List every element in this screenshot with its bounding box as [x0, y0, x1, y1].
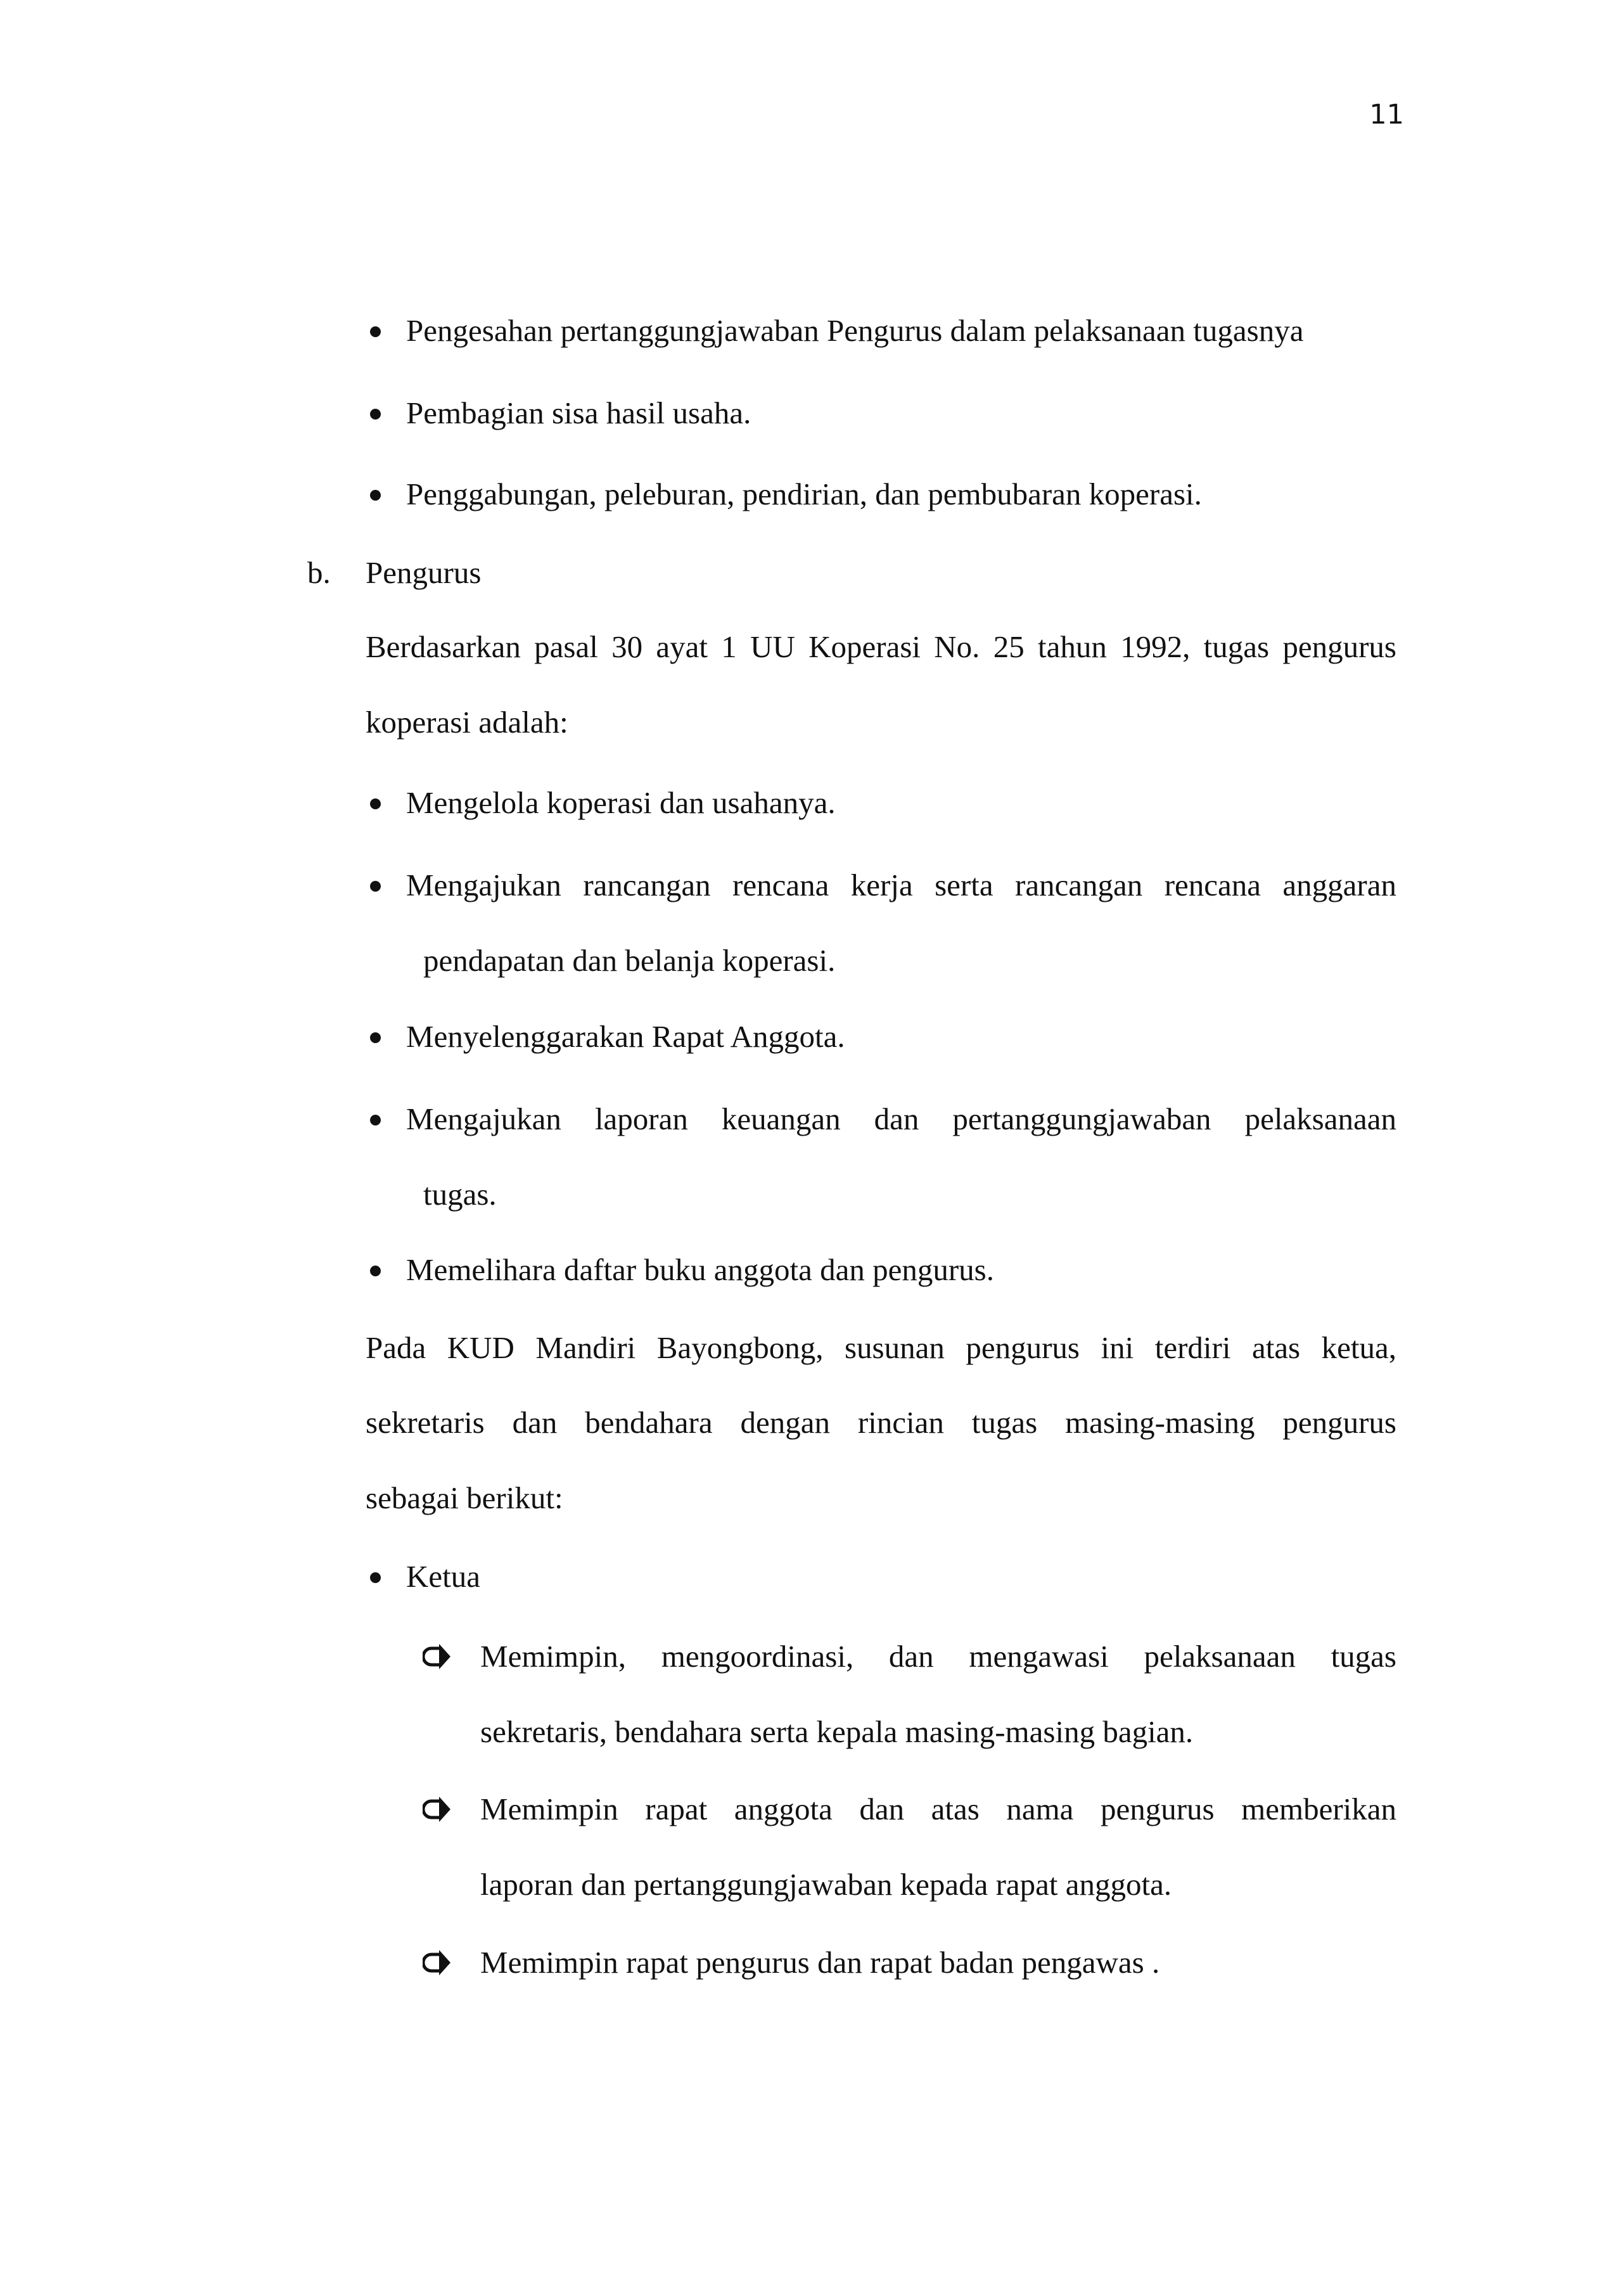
arrow-right-icon [423, 1795, 452, 1824]
bullet-icon [370, 881, 381, 892]
task-item: Memelihara daftar buku anggota dan pengurus. [406, 1252, 994, 1287]
ketua-task-continuation: sekretaris, bendahara serta kepala masing-masing bagian. [480, 1714, 1194, 1749]
arrow-right-icon [423, 1642, 452, 1671]
paragraph-line: sebagai berikut: [366, 1480, 563, 1515]
bullet-icon [370, 1266, 381, 1276]
intro-line: Berdasarkan pasal 30 ayat 1 UU Koperasi No. 25 tahun 1992, tugas pengurus [366, 629, 1396, 664]
ketua-task: Memimpin, mengoordinasi, dan mengawasi pelaksanaan tugas [480, 1639, 1396, 1674]
bullet-icon [370, 409, 381, 420]
bullet-icon [370, 1572, 381, 1583]
task-item: Menyelenggarakan Rapat Anggota. [406, 1019, 845, 1054]
task-item: Mengajukan rancangan rencana kerja serta rancangan rencana anggaran [406, 868, 1396, 902]
top-list-item: Pembagian sisa hasil usaha. [406, 395, 751, 430]
paragraph-line: Pada KUD Mandiri Bayongbong, susunan pengurus ini terdiri atas ketua, [366, 1330, 1396, 1365]
section-marker: b. [307, 555, 331, 590]
bullet-icon [370, 1115, 381, 1126]
section-heading: Pengurus [366, 555, 482, 590]
bullet-icon [370, 798, 381, 809]
bullet-icon [370, 326, 381, 337]
task-item-continuation: pendapatan dan belanja koperasi. [423, 943, 836, 978]
page-number: 11 [1369, 99, 1404, 131]
task-item: Mengajukan laporan keuangan dan pertanggungjawaban pelaksanaan [406, 1101, 1396, 1136]
top-list-item: Penggabungan, peleburan, pendirian, dan pembubaran koperasi. [406, 477, 1202, 511]
intro-line: koperasi adalah: [366, 705, 568, 740]
ketua-task-continuation: laporan dan pertanggungjawaban kepada rapat anggota. [480, 1867, 1172, 1902]
bullet-icon [370, 1032, 381, 1043]
task-item-continuation: tugas. [423, 1177, 497, 1212]
arrow-right-icon [423, 1948, 452, 1977]
ketua-label: Ketua [406, 1559, 480, 1594]
bullet-icon [370, 490, 381, 501]
task-item: Mengelola koperasi dan usahanya. [406, 785, 836, 820]
paragraph-line: sekretaris dan bendahara dengan rincian tugas masing-masing pengurus [366, 1405, 1396, 1440]
ketua-task: Memimpin rapat pengurus dan rapat badan pengawas . [480, 1945, 1160, 1980]
top-list-item: Pengesahan pertanggungjawaban Pengurus dalam pelaksanaan tugasnya [406, 313, 1304, 348]
ketua-task: Memimpin rapat anggota dan atas nama pengurus memberikan [480, 1792, 1396, 1826]
